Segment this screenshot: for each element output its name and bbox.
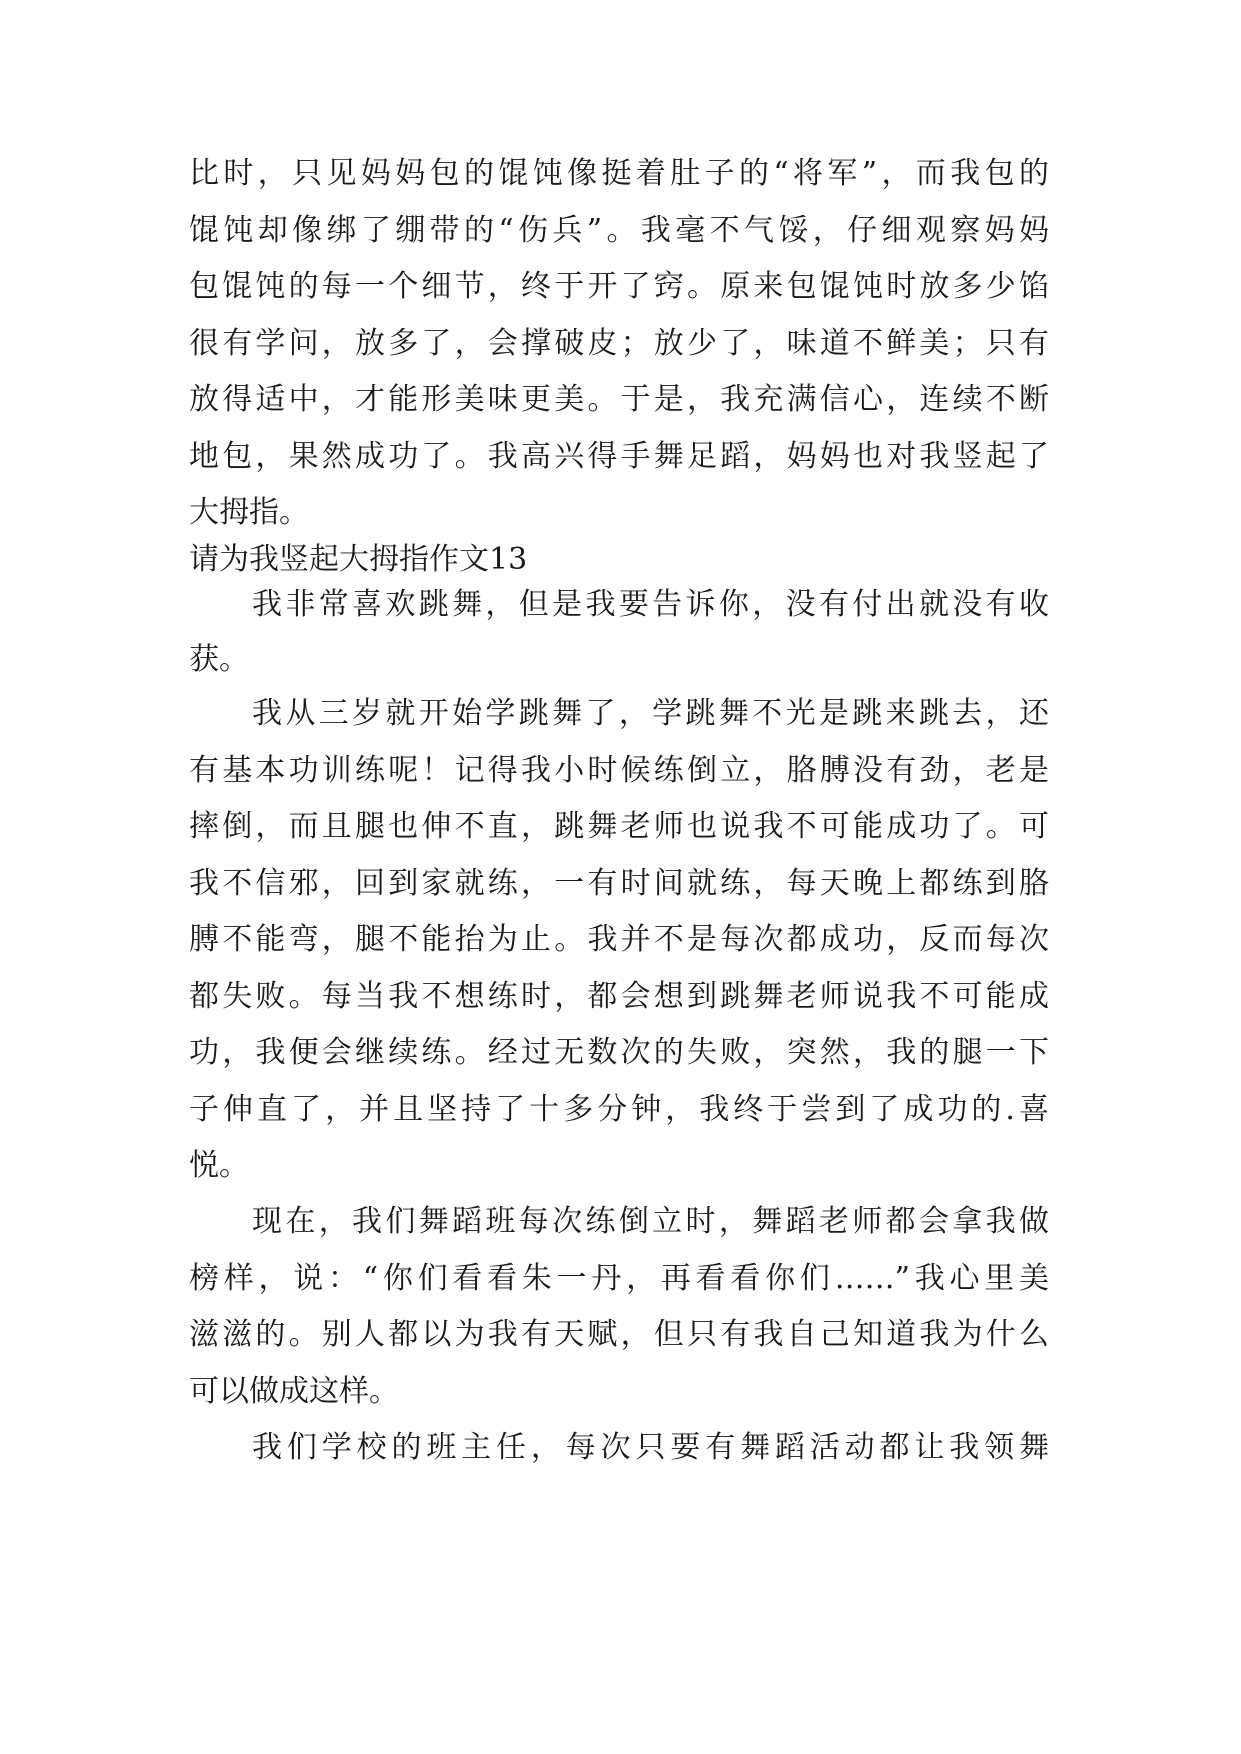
text-line: 榜样，说：“你们看看朱一丹，再看看你们……”我心里美 (189, 1261, 1049, 1296)
text-line: 包馄饨的每一个细节，终于开了窍。原来包馄饨时放多少馅 (189, 269, 1049, 304)
text-line: 现在，我们舞蹈班每次练倒立时，舞蹈老师都会拿我做 (252, 1204, 1049, 1239)
text-line: 我非常喜欢跳舞，但是我要告诉你，没有付出就没有收 (252, 587, 1049, 622)
text-line: 馄饨却像绑了绷带的“伤兵”。我毫不气馁，仔细观察妈妈 (189, 213, 1049, 248)
text-line: 我不信邪，回到家就练，一有时间就练，每天晚上都练到胳 (189, 866, 1049, 901)
text-line: 滋滋的。别人都以为我有天赋，但只有我自己知道我为什么 (189, 1317, 1049, 1352)
text-line: 子伸直了，并且坚持了十多分钟，我终于尝到了成功的.喜 (189, 1092, 1049, 1127)
text-line: 功，我便会继续练。经过无数次的失败，突然，我的腿一下 (189, 1035, 1049, 1070)
text-line: 都失败。每当我不想练时，都会想到跳舞老师说我不可能成 (189, 979, 1049, 1014)
text-line: 地包，果然成功了。我高兴得手舞足蹈，妈妈也对我竖起了 (189, 439, 1049, 474)
text-line: 可以做成这样。 (189, 1374, 399, 1409)
text-line: 获。 (189, 642, 249, 677)
section-heading: 请为我竖起大拇指作文13 (189, 542, 528, 577)
text-line: 比时，只见妈妈包的馄饨像挺着肚子的“将军”，而我包的 (189, 156, 1049, 191)
text-line: 很有学问，放多了，会撑破皮；放少了，味道不鲜美；只有 (189, 326, 1049, 361)
text-line: 悦。 (189, 1148, 249, 1183)
text-line: 我从三岁就开始学跳舞了，学跳舞不光是跳来跳去，还 (252, 696, 1049, 731)
text-line: 膊不能弯，腿不能抬为止。我并不是每次都成功，反而每次 (189, 922, 1049, 957)
text-line: 有基本功训练呢！记得我小时候练倒立，胳膊没有劲，老是 (189, 753, 1049, 788)
text-line: 放得适中，才能形美味更美。于是，我充满信心，连续不断 (189, 382, 1049, 417)
text-line: 摔倒，而且腿也伸不直，跳舞老师也说我不可能成功了。可 (189, 809, 1049, 844)
text-line: 我们学校的班主任，每次只要有舞蹈活动都让我领舞 (252, 1430, 1049, 1465)
text-line: 大拇指。 (189, 495, 309, 530)
